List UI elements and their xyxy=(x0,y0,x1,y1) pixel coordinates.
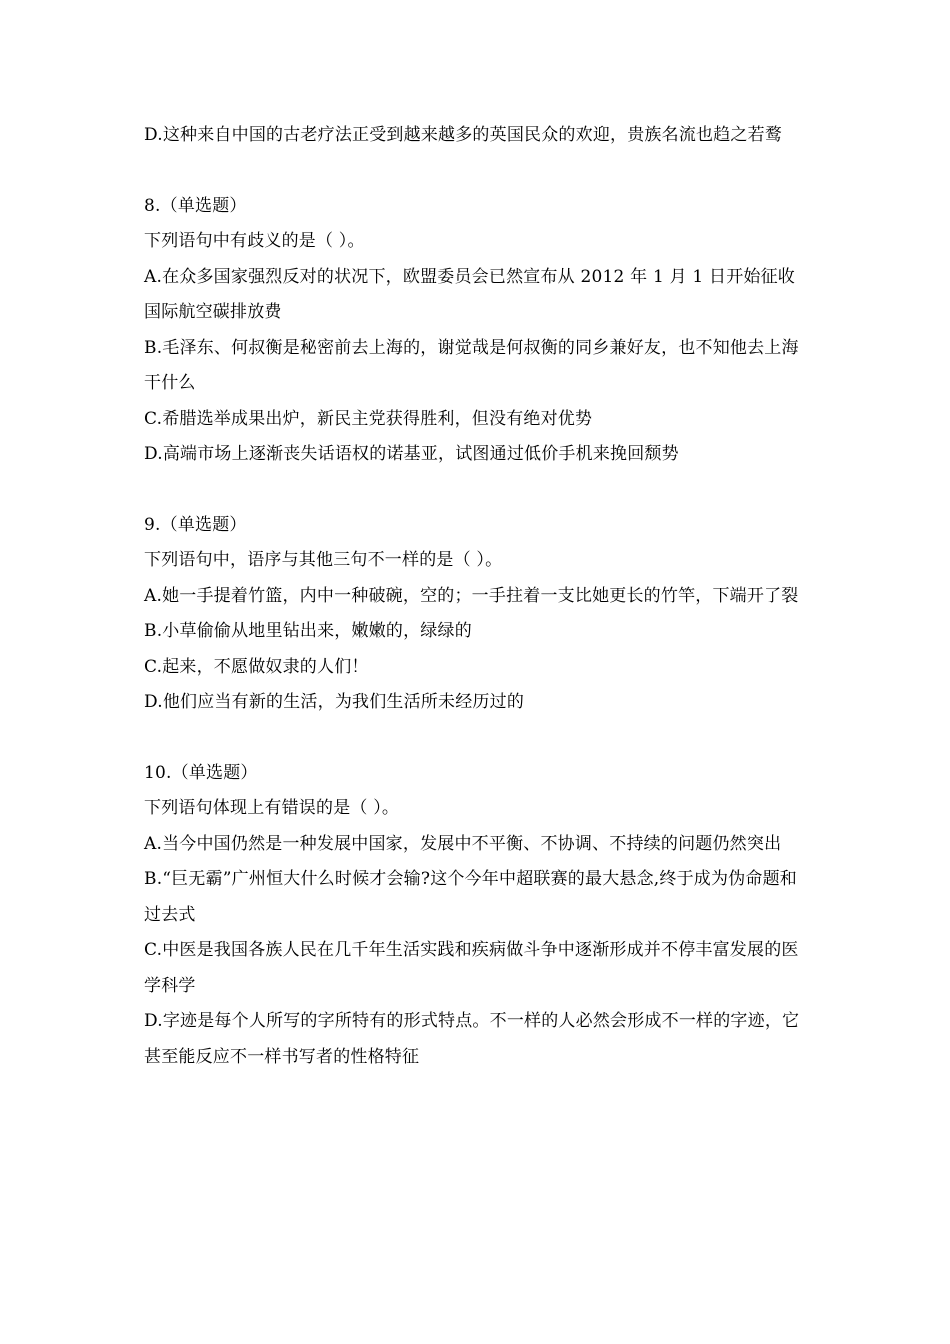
question-header: 8.（单选题） xyxy=(144,195,247,216)
option-d: D.高端市场上逐渐丧失话语权的诺基亚，试图通过低价手机来挽回颓势 xyxy=(144,444,679,464)
option-c: C.希腊选举成果出炉，新民主党获得胜利，但没有绝对优势 xyxy=(144,408,593,429)
option-a: A.在众多国家强烈反对的状况下，欧盟委员会已然宣布从 2012 年 1 月 1 日开始征收国际航空碳排放费 xyxy=(144,266,795,322)
option-d: D.字迹是每个人所写的字所特有的形式特点。不一样的人必然会形成不一样的字迹，它甚至能反应不一样书写者的性格特征 xyxy=(144,1011,800,1067)
question-9 xyxy=(144,508,808,721)
option-d: D.他们应当有新的生活，为我们生活所未经历过的 xyxy=(144,692,525,712)
option-d: D.这种来自中国的古老疗法正受到越来越多的英国民众的欢迎，贵族名流也趋之若鹜 xyxy=(144,125,783,145)
option-c: C.中医是我国各族人民在几千年生活实践和疾病做斗争中逐渐形成并不停丰富发展的医学科学 xyxy=(144,940,799,996)
question-header: 10.（单选题） xyxy=(144,762,258,783)
option-b: B.“巨无霸”广州恒大什么时候才会输?这个今年中超联赛的最大悬念,终于成为伪命题和过去式 xyxy=(144,869,797,925)
question-8 xyxy=(144,189,808,473)
option-a: A.当今中国仍然是一种发展中国家，发展中不平衡、不协调、不持续的问题仍然突出 xyxy=(144,833,782,854)
document-page xyxy=(144,118,808,1075)
question-10 xyxy=(144,756,808,1076)
question-stem: 下列语句中有歧义的是（ ）。 xyxy=(144,231,365,251)
option-c: C.起来，不愿做奴隶的人们！ xyxy=(144,656,369,677)
option-a: A.她一手提着竹篮，内中一种破碗，空的；一手拄着一支比她更长的竹竿，下端开了裂 xyxy=(144,585,799,606)
previous-question-tail xyxy=(144,118,808,154)
question-stem: 下列语句体现上有错误的是（ ）。 xyxy=(144,798,400,818)
option-b: B.毛泽东、何叔衡是秘密前去上海的，谢觉哉是何叔衡的同乡兼好友，也不知他去上海干什么 xyxy=(144,337,799,393)
option-b: B.小草偷偷从地里钻出来，嫩嫩的，绿绿的 xyxy=(144,621,472,641)
question-stem: 下列语句中，语序与其他三句不一样的是（ ）。 xyxy=(144,550,503,570)
question-header: 9.（单选题） xyxy=(144,514,247,535)
